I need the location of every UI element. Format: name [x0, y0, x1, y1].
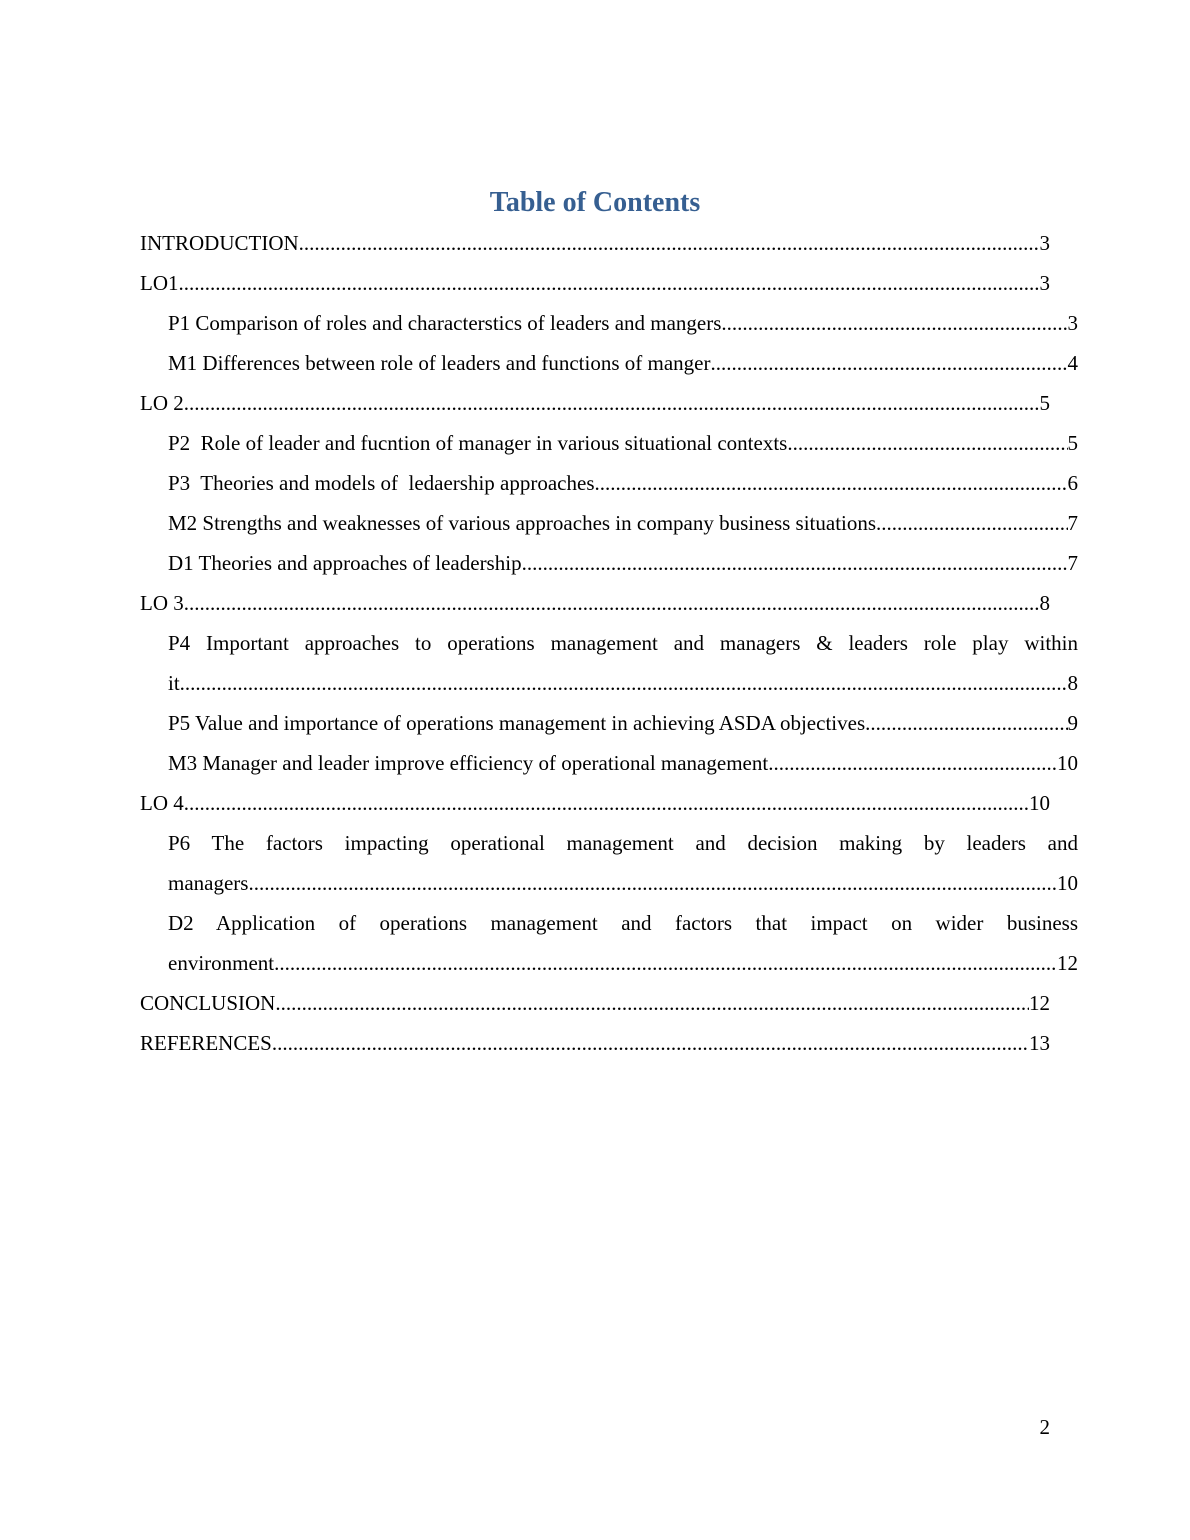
toc-entry	[140, 223, 1050, 263]
page-title: Table of Contents	[489, 187, 701, 218]
toc-entry-leader-line	[168, 743, 1078, 783]
toc-entry-page-number: 4	[1067, 351, 1078, 375]
toc-entry-page-number: 7	[1067, 511, 1078, 535]
toc-entry-leader-line	[140, 263, 1050, 303]
toc-leader-dots	[768, 743, 1057, 783]
toc-leader-dots	[299, 223, 1040, 263]
toc-entry	[140, 903, 1078, 983]
toc-entry-leader-line	[168, 543, 1078, 583]
toc-entry-label: P3 Theories and models of ledaership approaches	[168, 471, 595, 495]
toc-entry-leader-line	[140, 1023, 1050, 1063]
toc-entry	[140, 543, 1078, 583]
toc-leader-dots	[274, 943, 1057, 983]
toc-entry-page-number: 12	[1029, 991, 1050, 1015]
toc-entry-leader-line	[140, 783, 1050, 823]
toc-leader-dots	[179, 263, 1040, 303]
toc-entry-leader-line	[168, 663, 1078, 703]
toc-entry-label: INTRODUCTION	[140, 231, 299, 255]
toc-entry-page-number: 3	[1039, 271, 1050, 295]
toc-entry-leader-line	[140, 223, 1050, 263]
page-number: 2	[1039, 1415, 1050, 1439]
toc-entry	[140, 743, 1078, 783]
toc-entry-leader-line	[168, 503, 1078, 543]
toc-entry	[140, 583, 1050, 623]
toc-entry-label: CONCLUSION	[140, 991, 276, 1015]
toc-entry	[140, 463, 1078, 503]
toc-entry-page-number: 13	[1029, 1031, 1050, 1055]
toc-entry-page-number: 3	[1067, 311, 1078, 335]
toc-leader-dots	[865, 703, 1067, 743]
toc-entry-label: it	[168, 671, 180, 695]
toc-entry	[140, 983, 1050, 1023]
toc-entry-leader-line	[168, 343, 1078, 383]
toc-entry-page-number: 5	[1039, 391, 1050, 415]
toc-entry	[140, 343, 1078, 383]
toc-entry-page-number: 8	[1067, 671, 1078, 695]
toc-entry-label: P2 Role of leader and fucntion of manager in various situational contexts	[168, 431, 788, 455]
toc-leader-dots	[787, 423, 1067, 463]
toc-entry-label: M3 Manager and leader improve efficiency of operational management	[168, 751, 769, 775]
toc-entry-label: managers	[168, 871, 249, 895]
toc-leader-dots	[180, 663, 1068, 703]
toc-entry-leader-line	[168, 703, 1078, 743]
toc-list	[140, 223, 1078, 1063]
toc-entry-leader-line	[168, 423, 1078, 463]
toc-entry-label: M2 Strengths and weaknesses of various approaches in company business situations	[168, 511, 877, 535]
toc-entry	[140, 1023, 1050, 1063]
toc-leader-dots	[710, 343, 1067, 383]
toc-leader-dots	[275, 983, 1029, 1023]
toc-entry-leader-line	[168, 463, 1078, 503]
toc-entry	[140, 703, 1078, 743]
toc-entry-label: D1 Theories and approaches of leadership	[168, 551, 522, 575]
toc-entry	[140, 623, 1078, 703]
toc-entry-label: LO1	[140, 271, 179, 295]
toc-entry-label: LO 4	[140, 791, 184, 815]
toc-entry	[140, 823, 1078, 903]
toc-entry-label: P5 Value and importance of operations management in achieving ASDA objectives	[168, 711, 866, 735]
toc-entry-page-number: 12	[1057, 951, 1078, 975]
toc-entry-wrap-line: P4 Important approaches to operations management and managers & leaders role play within	[168, 631, 1078, 655]
toc-entry-label: REFERENCES	[140, 1031, 272, 1055]
toc-entry-leader-line	[140, 583, 1050, 623]
toc-entry	[140, 423, 1078, 463]
toc-entry	[140, 383, 1050, 423]
toc-leader-dots	[184, 583, 1040, 623]
toc-leader-dots	[272, 1023, 1029, 1063]
toc-entry	[140, 503, 1078, 543]
toc-entry-label: P1 Comparison of roles and characterstics of leaders and mangers	[168, 311, 722, 335]
toc-entry	[140, 303, 1078, 343]
toc-entry-label: LO 2	[140, 391, 184, 415]
toc-leader-dots	[595, 463, 1068, 503]
toc-entry-leader-line	[168, 303, 1078, 343]
toc-entry-leader-line	[168, 863, 1078, 903]
toc-entry-leader-line	[140, 383, 1050, 423]
toc-leader-dots	[248, 863, 1057, 903]
toc-entry-wrap-line: P6 The factors impacting operational management and decision making by leaders and	[168, 831, 1078, 855]
toc-entry-page-number: 7	[1067, 551, 1078, 575]
toc-entry-label: LO 3	[140, 591, 184, 615]
toc-entry	[140, 783, 1050, 823]
toc-entry-page-number: 8	[1039, 591, 1050, 615]
toc-leader-dots	[184, 783, 1029, 823]
toc-leader-dots	[876, 503, 1067, 543]
toc-leader-dots	[184, 383, 1040, 423]
toc-entry-page-number: 5	[1067, 431, 1078, 455]
toc-entry-leader-line	[140, 983, 1050, 1023]
toc-entry-page-number: 10	[1029, 791, 1050, 815]
toc-entry-page-number: 3	[1039, 231, 1050, 255]
toc-entry	[140, 263, 1050, 303]
toc-entry-leader-line	[168, 943, 1078, 983]
toc-leader-dots	[721, 303, 1067, 343]
toc-entry-page-number: 10	[1057, 871, 1078, 895]
toc-entry-page-number: 6	[1067, 471, 1078, 495]
toc-entry-label: M1 Differences between role of leaders and functions of manger	[168, 351, 711, 375]
toc-entry-page-number: 10	[1057, 751, 1078, 775]
toc-entry-label: environment	[168, 951, 275, 975]
toc-entry-wrap-line: D2 Application of operations management and factors that impact on wider business	[168, 911, 1078, 935]
toc-entry-page-number: 9	[1067, 711, 1078, 735]
toc-leader-dots	[522, 543, 1068, 583]
